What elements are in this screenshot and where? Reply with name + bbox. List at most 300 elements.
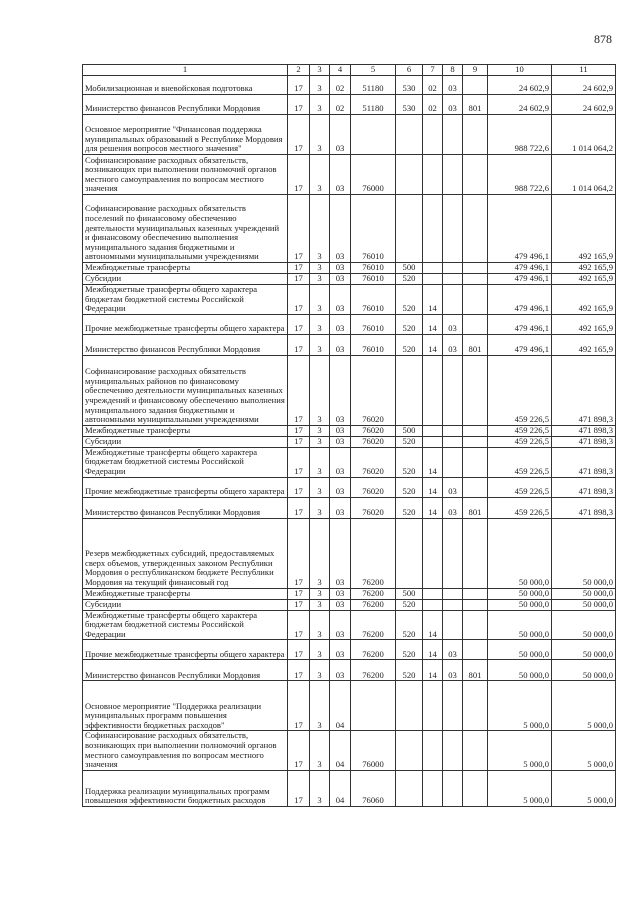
col-9	[463, 588, 488, 599]
col-5: 76020	[351, 436, 396, 447]
col-3: 3	[310, 497, 330, 518]
col-9	[463, 263, 488, 274]
col-3: 3	[310, 599, 330, 610]
col-4: 03	[330, 263, 351, 274]
col-2: 17	[288, 263, 310, 274]
col-header: 7	[423, 65, 443, 76]
col-2: 17	[288, 681, 310, 731]
row-name: Министерство финансов Республики Мордовия	[83, 660, 288, 681]
col-9: 801	[463, 497, 488, 518]
col-9	[463, 640, 488, 660]
col-3: 3	[310, 195, 330, 263]
col-9	[463, 518, 488, 588]
row-name: Мобилизационная и вневойсковая подготовка	[83, 76, 288, 95]
row-name: Министерство финансов Республики Мордовия	[83, 334, 288, 355]
col-7	[423, 436, 443, 447]
col-3: 3	[310, 640, 330, 660]
col-7: 14	[423, 497, 443, 518]
col-2: 17	[288, 334, 310, 355]
col-3: 3	[310, 155, 330, 195]
col-7	[423, 731, 443, 770]
col-4: 03	[330, 436, 351, 447]
col-7	[423, 599, 443, 610]
col-3: 3	[310, 355, 330, 425]
col-9: 801	[463, 95, 488, 115]
col-5: 76000	[351, 155, 396, 195]
col-2: 17	[288, 447, 310, 477]
value-col-10: 479 496,1	[488, 263, 552, 274]
value-col-10: 988 722,6	[488, 115, 552, 155]
col-6	[396, 731, 423, 770]
col-5: 76020	[351, 355, 396, 425]
col-2: 17	[288, 115, 310, 155]
row-name: Межбюджетные трансферты общего характера бюджетам бюджетной системы Российской Федерации	[83, 610, 288, 640]
table-row	[83, 425, 616, 436]
row-name: Субсидии	[83, 599, 288, 610]
value-col-10: 459 226,5	[488, 477, 552, 497]
value-col-10: 24 602,9	[488, 95, 552, 115]
col-header: 5	[351, 65, 396, 76]
col-6	[396, 155, 423, 195]
col-4: 03	[330, 314, 351, 334]
col-4: 03	[330, 425, 351, 436]
value-col-11: 471 898,3	[552, 477, 616, 497]
col-6: 520	[396, 314, 423, 334]
table-row	[83, 497, 616, 518]
col-8: 03	[443, 497, 463, 518]
col-9	[463, 195, 488, 263]
col-5: 76010	[351, 334, 396, 355]
col-4: 03	[330, 447, 351, 477]
value-col-10: 459 226,5	[488, 447, 552, 477]
value-col-11: 50 000,0	[552, 640, 616, 660]
value-col-11: 50 000,0	[552, 599, 616, 610]
row-name: Межбюджетные трансферты	[83, 263, 288, 274]
col-2: 17	[288, 497, 310, 518]
col-8: 03	[443, 640, 463, 660]
col-4: 03	[330, 355, 351, 425]
col-5	[351, 115, 396, 155]
row-name: Министерство финансов Республики Мордовия	[83, 95, 288, 115]
col-5: 76200	[351, 640, 396, 660]
col-7	[423, 274, 443, 285]
col-3: 3	[310, 477, 330, 497]
table-row	[83, 334, 616, 355]
table-row	[83, 477, 616, 497]
col-6: 500	[396, 588, 423, 599]
col-5: 76200	[351, 588, 396, 599]
col-7: 14	[423, 334, 443, 355]
col-2: 17	[288, 95, 310, 115]
col-8	[443, 610, 463, 640]
col-3: 3	[310, 731, 330, 770]
table-row	[83, 115, 616, 155]
col-5: 76010	[351, 274, 396, 285]
value-col-11: 492 165,9	[552, 334, 616, 355]
col-2: 17	[288, 588, 310, 599]
value-col-10: 50 000,0	[488, 599, 552, 610]
col-5: 76200	[351, 518, 396, 588]
col-8	[443, 436, 463, 447]
col-3: 3	[310, 660, 330, 681]
value-col-11: 471 898,3	[552, 447, 616, 477]
col-5: 76200	[351, 660, 396, 681]
col-3: 3	[310, 274, 330, 285]
row-name: Прочие межбюджетные трансферты общего характера	[83, 477, 288, 497]
value-col-11: 50 000,0	[552, 610, 616, 640]
value-col-10: 479 496,1	[488, 314, 552, 334]
col-4: 03	[330, 155, 351, 195]
col-8: 03	[443, 477, 463, 497]
value-col-11: 1 014 064,2	[552, 115, 616, 155]
col-9: 801	[463, 334, 488, 355]
col-3: 3	[310, 610, 330, 640]
col-7	[423, 355, 443, 425]
table-row	[83, 314, 616, 334]
value-col-11: 1 014 064,2	[552, 155, 616, 195]
col-8: 03	[443, 334, 463, 355]
value-col-10: 50 000,0	[488, 610, 552, 640]
col-5: 76200	[351, 610, 396, 640]
col-4: 03	[330, 334, 351, 355]
row-name: Софинансирование расходных обязательств поселений по финансовому обеспечению деятельности муниципальных казенных учреждений и финансовому обеспечению выполнения муниципального задания бюджетными и автономными муниципальными учреждениями	[83, 195, 288, 263]
value-col-10: 24 602,9	[488, 76, 552, 95]
col-9	[463, 477, 488, 497]
row-name: Прочие межбюджетные трансферты общего характера	[83, 314, 288, 334]
col-2: 17	[288, 155, 310, 195]
col-4: 03	[330, 660, 351, 681]
col-4: 03	[330, 610, 351, 640]
col-6	[396, 770, 423, 806]
col-2: 17	[288, 518, 310, 588]
row-name: Межбюджетные трансферты	[83, 425, 288, 436]
col-header: 6	[396, 65, 423, 76]
value-col-11: 492 165,9	[552, 263, 616, 274]
value-col-10: 50 000,0	[488, 660, 552, 681]
col-7	[423, 770, 443, 806]
col-6: 530	[396, 95, 423, 115]
col-9	[463, 425, 488, 436]
col-4: 03	[330, 195, 351, 263]
col-2: 17	[288, 640, 310, 660]
col-9: 801	[463, 660, 488, 681]
value-col-10: 50 000,0	[488, 518, 552, 588]
col-7: 14	[423, 660, 443, 681]
col-7: 14	[423, 447, 443, 477]
col-8	[443, 770, 463, 806]
col-8	[443, 274, 463, 285]
value-col-11: 5 000,0	[552, 731, 616, 770]
col-4: 02	[330, 76, 351, 95]
col-8: 03	[443, 314, 463, 334]
value-col-11: 24 602,9	[552, 95, 616, 115]
col-8	[443, 195, 463, 263]
col-8: 03	[443, 660, 463, 681]
col-7: 14	[423, 477, 443, 497]
col-2: 17	[288, 76, 310, 95]
value-col-10: 479 496,1	[488, 274, 552, 285]
col-7	[423, 681, 443, 731]
col-5: 76020	[351, 477, 396, 497]
col-4: 03	[330, 640, 351, 660]
value-col-11: 5 000,0	[552, 681, 616, 731]
table-row	[83, 95, 616, 115]
row-name: Поддержка реализации муниципальных программ повышения эффективности бюджетных расходов	[83, 770, 288, 806]
table-row	[83, 518, 616, 588]
col-4: 04	[330, 770, 351, 806]
col-5: 76020	[351, 447, 396, 477]
col-3: 3	[310, 95, 330, 115]
col-6: 520	[396, 497, 423, 518]
col-4: 03	[330, 588, 351, 599]
col-6: 520	[396, 274, 423, 285]
col-3: 3	[310, 770, 330, 806]
table-row	[83, 195, 616, 263]
col-7: 02	[423, 95, 443, 115]
col-6: 520	[396, 447, 423, 477]
col-5: 76010	[351, 195, 396, 263]
value-col-11: 492 165,9	[552, 195, 616, 263]
col-7: 14	[423, 610, 443, 640]
col-header: 11	[552, 65, 616, 76]
value-col-10: 459 226,5	[488, 497, 552, 518]
col-6: 520	[396, 334, 423, 355]
col-3: 3	[310, 76, 330, 95]
col-7	[423, 195, 443, 263]
col-9	[463, 599, 488, 610]
col-4: 03	[330, 518, 351, 588]
value-col-11: 50 000,0	[552, 588, 616, 599]
value-col-11: 471 898,3	[552, 436, 616, 447]
value-col-11: 492 165,9	[552, 285, 616, 315]
budget-table	[82, 64, 616, 807]
table-row	[83, 610, 616, 640]
col-7: 02	[423, 76, 443, 95]
col-6: 500	[396, 263, 423, 274]
value-col-10: 50 000,0	[488, 588, 552, 599]
table-row	[83, 285, 616, 315]
value-col-11: 24 602,9	[552, 76, 616, 95]
col-2: 17	[288, 285, 310, 315]
col-header: 3	[310, 65, 330, 76]
col-header: 1	[83, 65, 288, 76]
col-2: 17	[288, 660, 310, 681]
table-row	[83, 263, 616, 274]
col-2: 17	[288, 731, 310, 770]
col-2: 17	[288, 436, 310, 447]
col-7: 14	[423, 285, 443, 315]
col-7: 14	[423, 314, 443, 334]
col-6: 520	[396, 660, 423, 681]
value-col-10: 479 496,1	[488, 195, 552, 263]
col-5: 76020	[351, 425, 396, 436]
col-6: 530	[396, 76, 423, 95]
col-5: 76000	[351, 731, 396, 770]
col-8	[443, 285, 463, 315]
value-col-10: 988 722,6	[488, 155, 552, 195]
col-8	[443, 518, 463, 588]
col-9	[463, 115, 488, 155]
col-6: 520	[396, 610, 423, 640]
col-header: 2	[288, 65, 310, 76]
col-9	[463, 314, 488, 334]
value-col-11: 50 000,0	[552, 660, 616, 681]
col-header: 8	[443, 65, 463, 76]
row-name: Межбюджетные трансферты общего характера бюджетам бюджетной системы Российской Федерации	[83, 447, 288, 477]
col-6: 500	[396, 425, 423, 436]
table-row	[83, 274, 616, 285]
col-4: 03	[330, 285, 351, 315]
col-5	[351, 681, 396, 731]
col-4: 03	[330, 497, 351, 518]
row-name: Субсидии	[83, 436, 288, 447]
col-3: 3	[310, 518, 330, 588]
col-9	[463, 681, 488, 731]
col-9	[463, 76, 488, 95]
col-9	[463, 355, 488, 425]
col-header: 10	[488, 65, 552, 76]
col-6: 520	[396, 285, 423, 315]
col-header: 4	[330, 65, 351, 76]
col-8	[443, 447, 463, 477]
row-name: Межбюджетные трансферты	[83, 588, 288, 599]
col-3: 3	[310, 681, 330, 731]
table-row	[83, 660, 616, 681]
col-5: 76010	[351, 285, 396, 315]
table-row	[83, 681, 616, 731]
col-7: 14	[423, 640, 443, 660]
col-6	[396, 518, 423, 588]
col-8	[443, 115, 463, 155]
col-6: 520	[396, 477, 423, 497]
col-3: 3	[310, 425, 330, 436]
col-6: 520	[396, 640, 423, 660]
page-number: 878	[594, 32, 612, 46]
col-9	[463, 770, 488, 806]
col-4: 04	[330, 681, 351, 731]
table-row	[83, 155, 616, 195]
row-name: Субсидии	[83, 274, 288, 285]
col-9	[463, 436, 488, 447]
col-3: 3	[310, 263, 330, 274]
value-col-11: 471 898,3	[552, 497, 616, 518]
col-5: 51180	[351, 76, 396, 95]
col-2: 17	[288, 314, 310, 334]
col-8: 03	[443, 76, 463, 95]
col-5: 76060	[351, 770, 396, 806]
row-name: Софинансирование расходных обязательств муниципальных районов по финансовому обеспечению деятельности муниципальных казенных учреждений и финансовому обеспечению выполнения муниципального задания бюджетными и автономными муниципальными учреждениями	[83, 355, 288, 425]
col-7	[423, 425, 443, 436]
col-5: 76020	[351, 497, 396, 518]
col-9	[463, 285, 488, 315]
col-3: 3	[310, 334, 330, 355]
col-4: 03	[330, 115, 351, 155]
value-col-11: 471 898,3	[552, 355, 616, 425]
col-3: 3	[310, 285, 330, 315]
col-2: 17	[288, 610, 310, 640]
col-2: 17	[288, 770, 310, 806]
col-8	[443, 425, 463, 436]
col-3: 3	[310, 588, 330, 599]
value-col-10: 5 000,0	[488, 731, 552, 770]
col-7	[423, 115, 443, 155]
table-row	[83, 355, 616, 425]
col-9	[463, 274, 488, 285]
col-2: 17	[288, 599, 310, 610]
col-4: 02	[330, 95, 351, 115]
col-7	[423, 588, 443, 599]
col-6: 520	[396, 436, 423, 447]
col-5: 51180	[351, 95, 396, 115]
row-name: Софинансирование расходных обязательств, возникающих при выполнении полномочий органов местного самоуправления по вопросам местного значения	[83, 731, 288, 770]
col-4: 03	[330, 477, 351, 497]
col-6	[396, 195, 423, 263]
col-7	[423, 155, 443, 195]
col-3: 3	[310, 436, 330, 447]
value-col-11: 492 165,9	[552, 274, 616, 285]
col-9	[463, 731, 488, 770]
value-col-10: 50 000,0	[488, 640, 552, 660]
row-name: Министерство финансов Республики Мордовия	[83, 497, 288, 518]
value-col-10: 459 226,5	[488, 425, 552, 436]
col-6	[396, 115, 423, 155]
row-name: Прочие межбюджетные трансферты общего характера	[83, 640, 288, 660]
col-8	[443, 355, 463, 425]
table-row	[83, 731, 616, 770]
col-8	[443, 155, 463, 195]
col-6	[396, 681, 423, 731]
value-col-10: 459 226,5	[488, 436, 552, 447]
table-row	[83, 770, 616, 806]
row-name: Резерв межбюджетных субсидий, предоставляемых сверх объемов, утвержденных законом Республики Мордовия о республиканском бюджете Республики Мордовия на текущий финансовый год	[83, 518, 288, 588]
value-col-11: 471 898,3	[552, 425, 616, 436]
col-5: 76010	[351, 263, 396, 274]
col-8	[443, 731, 463, 770]
col-2: 17	[288, 195, 310, 263]
col-3: 3	[310, 314, 330, 334]
row-name: Основное мероприятие "Финансовая поддержка муниципальных образований в Республике Мордовия для решения вопросов местного значения"	[83, 115, 288, 155]
col-4: 03	[330, 274, 351, 285]
row-name: Основное мероприятие "Поддержка реализации муниципальных программ повышения эффективности бюджетных расходов"	[83, 681, 288, 731]
col-2: 17	[288, 477, 310, 497]
col-2: 17	[288, 355, 310, 425]
row-name: Софинансирование расходных обязательств, возникающих при выполнении полномочий органов местного самоуправления по вопросам местного значения	[83, 155, 288, 195]
col-9	[463, 447, 488, 477]
col-2: 17	[288, 274, 310, 285]
value-col-10: 5 000,0	[488, 770, 552, 806]
col-7	[423, 518, 443, 588]
col-6: 520	[396, 599, 423, 610]
col-6	[396, 355, 423, 425]
col-5: 76200	[351, 599, 396, 610]
col-8	[443, 263, 463, 274]
header-row	[83, 65, 616, 76]
col-3: 3	[310, 115, 330, 155]
col-8	[443, 599, 463, 610]
value-col-11: 50 000,0	[552, 518, 616, 588]
col-8	[443, 681, 463, 731]
value-col-10: 459 226,5	[488, 355, 552, 425]
value-col-10: 5 000,0	[488, 681, 552, 731]
table-row	[83, 640, 616, 660]
value-col-11: 492 165,9	[552, 314, 616, 334]
col-4: 04	[330, 731, 351, 770]
value-col-10: 479 496,1	[488, 285, 552, 315]
col-4: 03	[330, 599, 351, 610]
row-name: Межбюджетные трансферты общего характера бюджетам бюджетной системы Российской Федерации	[83, 285, 288, 315]
col-9	[463, 610, 488, 640]
col-2: 17	[288, 425, 310, 436]
